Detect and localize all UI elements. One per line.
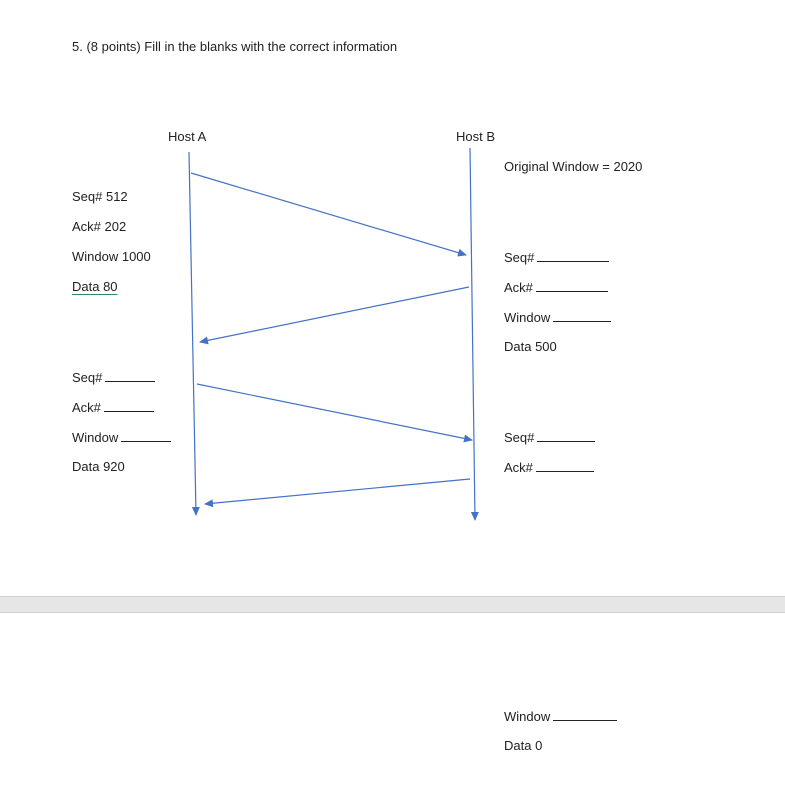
message-b-to-a-1 — [200, 287, 469, 342]
host-a-timeline — [189, 152, 196, 515]
message-a-to-b-1 — [191, 173, 466, 255]
host-b-seq2-label: Seq# — [504, 430, 535, 445]
message-a-to-b-2 — [197, 384, 472, 440]
host-b-ack2-label: Ack# — [504, 460, 533, 475]
host-b-ack1-label: Ack# — [504, 280, 533, 295]
host-b-timeline — [470, 148, 475, 520]
host-a-ack2-label: Ack# — [72, 400, 101, 415]
message-b-to-a-2 — [205, 479, 470, 504]
host-b-window2-row — [504, 708, 617, 725]
host-a-ack1: Ack# 202 — [72, 219, 127, 234]
host-b-seq1-label: Seq# — [504, 250, 535, 265]
original-window-label: Original Window = 2020 — [504, 159, 643, 174]
host-b-window2-blank[interactable] — [553, 708, 617, 721]
host-b-window2-label: Window — [504, 709, 551, 724]
host-a-seq1: Seq# 512 — [72, 189, 128, 204]
host-a-window1: Window 1000 — [72, 249, 151, 264]
host-a-seq2-label: Seq# — [72, 370, 103, 385]
host-b-data1: Data 500 — [504, 339, 557, 354]
question-title: 5. (8 points) Fill in the blanks with the correct information — [72, 39, 398, 54]
host-b-label: Host B — [456, 129, 496, 144]
host-a-data2: Data 920 — [72, 459, 125, 474]
host-b-data2: Data 0 — [504, 738, 543, 753]
host-a-label: Host A — [168, 129, 207, 144]
host-b-window1-label: Window — [504, 310, 551, 325]
host-a-data1: Data 80 — [72, 279, 118, 294]
host-a-window2-label: Window — [72, 430, 119, 445]
page-break-band — [0, 596, 785, 613]
